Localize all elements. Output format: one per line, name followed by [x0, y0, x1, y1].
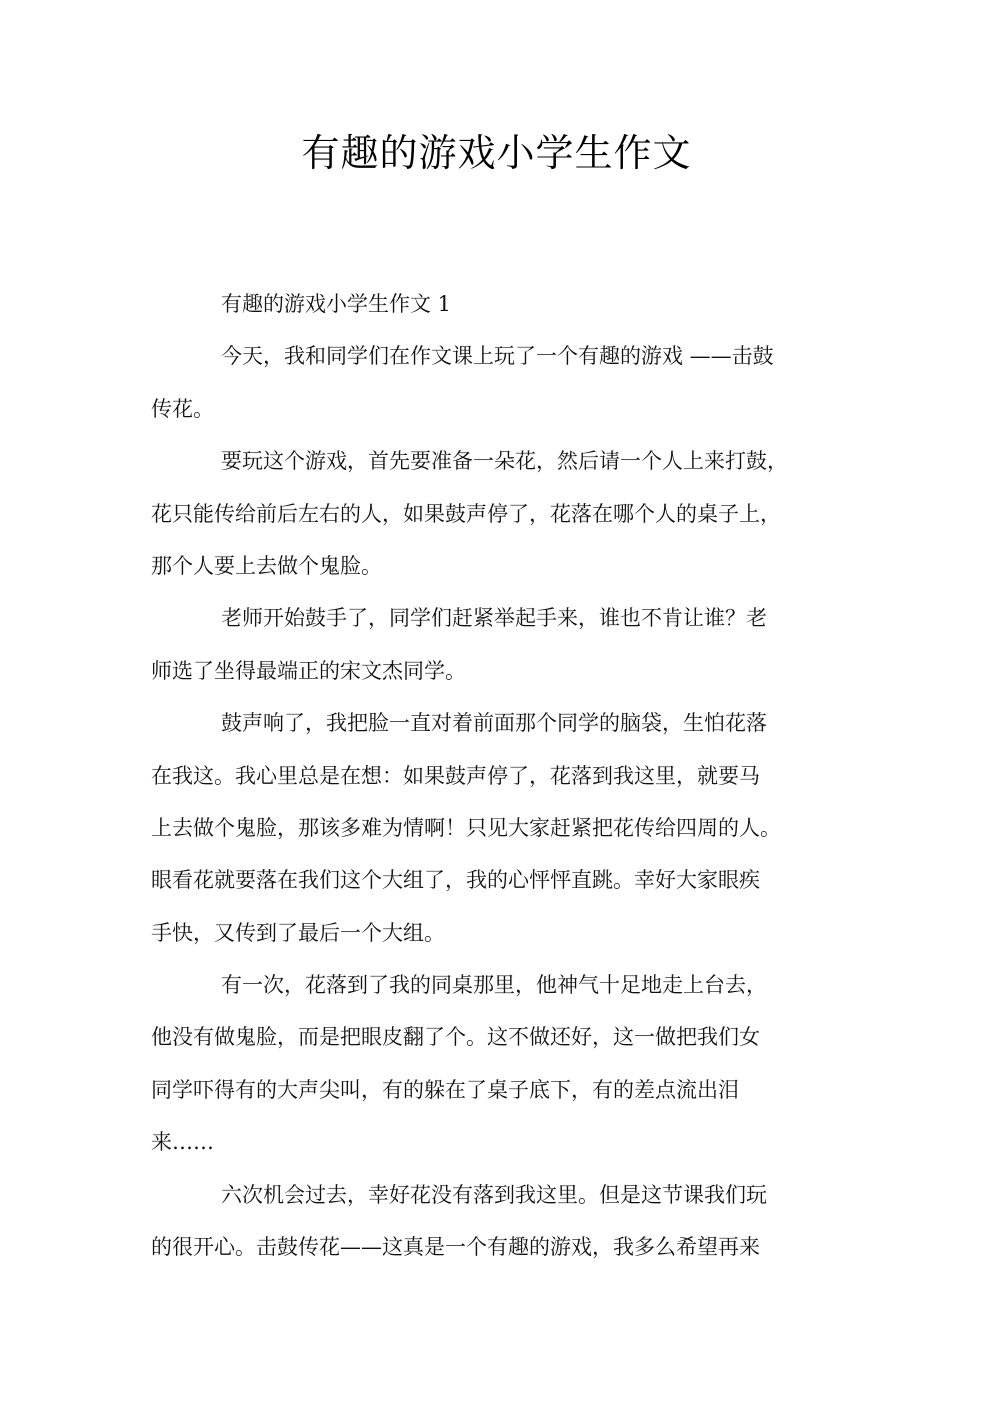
- text-line: 眼看花就要落在我们这个大组了，我的心怦怦直跳。幸好大家眼疾: [151, 868, 760, 893]
- text-line: 传花。: [151, 396, 214, 421]
- text-line: 师选了坐得最端正的宋文杰同学。: [151, 658, 466, 683]
- text-line: 花只能传给前后左右的人，如果鼓声停了，花落在哪个人的桌子上，: [151, 501, 781, 526]
- text-line: 要玩这个游戏，首先要准备一朵花，然后请一个人上来打鼓，: [221, 449, 788, 474]
- text-line: 在我这。我心里总是在想：如果鼓声停了，花落到我这里，就要马: [151, 763, 760, 788]
- text-line: 他没有做鬼脸，而是把眼皮翻了个。这不做还好，这一做把我们女: [151, 1025, 760, 1050]
- text-line: 鼓声响了，我把脸一直对着前面那个同学的脑袋，生怕花落: [221, 711, 767, 736]
- text-line: 今天，我和同学们在作文课上玩了一个有趣的游戏 ——击鼓: [221, 344, 774, 369]
- text-line: 那个人要上去做个鬼脸。: [151, 553, 382, 578]
- text-line: 的很开心。击鼓传花——这真是一个有趣的游戏，我多么希望再来: [151, 1235, 760, 1260]
- section-heading: 有趣的游戏小学生作文 1: [221, 292, 452, 316]
- document-title: 有趣的游戏小学生作文: [301, 131, 692, 175]
- text-line: 有一次，花落到了我的同桌那里，他神气十足地走上台去，: [221, 973, 767, 998]
- text-line: 六次机会过去，幸好花没有落到我这里。但是这节课我们玩: [221, 1182, 767, 1207]
- text-line: 手快，又传到了最后一个大组。: [151, 920, 445, 945]
- text-line: 同学吓得有的大声尖叫，有的躲在了桌子底下，有的差点流出泪: [151, 1077, 739, 1102]
- document-body: [151, 288, 831, 1283]
- text-line: 上去做个鬼脸，那该多难为情啊！只见大家赶紧把花传给四周的人。: [151, 815, 781, 840]
- text-line: 老师开始鼓手了，同学们赶紧举起手来，谁也不肯让谁？老: [221, 606, 767, 631]
- text-line: 来……: [151, 1130, 214, 1155]
